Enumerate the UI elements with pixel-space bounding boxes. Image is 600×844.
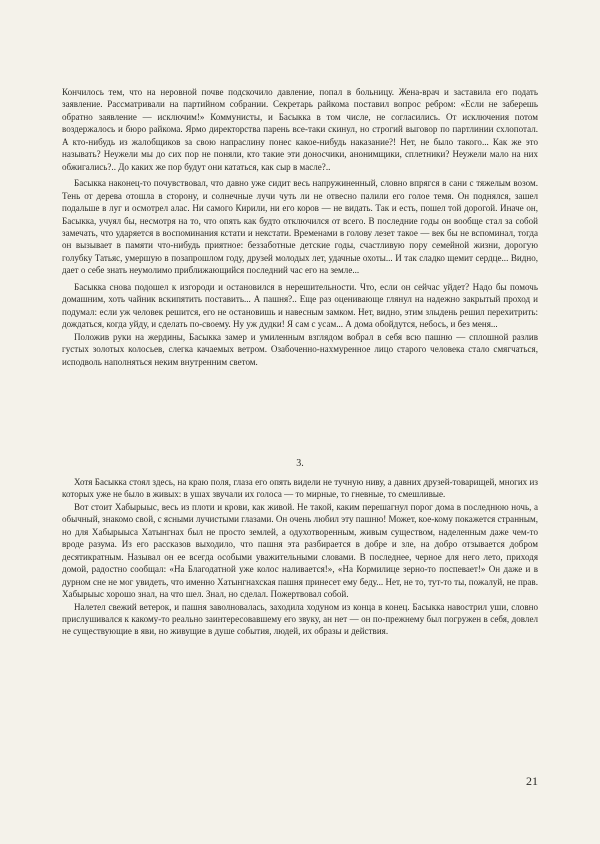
paragraph: Налетел свежий ветерок, и пашня заволновалась, заходила ходуном из конца в конец. Басыкка навострил уши, словно прислушивался к какому-то реально заинтересовавшему его звуку, ан нет — он по-прежнему был погружен в себя, довлел не существующие в яви, но живущие в душе события, людей, их образы и действия. — [62, 601, 538, 637]
paragraph: Басыкка наконец-то почувствовал, что давно уже сидит весь напружиненный, словно впрягся в сани с тяжелым возом. Тень от дерева отошла в сторону, и солнечные лучи чуть ли не отвесно палили его голое темя. Он поднялся, зашел подальше в луг и осмотрел алас. Ни самого Кирили, ни его коров — не видать. Так и есть, пошел той дорогой. Иначе он, Басыкка, учуял бы, несмотря на то, что опять как будто отключился от всего. В последние годы он вообще стал за собой замечать, что ударяется в воспоминания кстати и некстати. Временами в голову лезет такое — век бы не вспоминал, тогда он вызывает в памяти что-нибудь приятное: беззаботные детские годы, счастливую пору семейной жизни, дорогую голубку Татьяс, умершую в позапрошлом году, друзей молодых лет, удачные охоты... И так сладко щемит сердце... Видно, дает о себе знать неумолимо приближающийся последний час его на земле... — [62, 178, 538, 276]
section-number: 3. — [296, 458, 304, 469]
paragraph: Хотя Басыкка стоял здесь, на краю поля, глаза его опять видели не тучную ниву, а давних друзей-товарищей, многих из которых уже не было в живых: в ушах звучали их голоса — то мирные, то гневные, то смешливые. — [62, 477, 538, 500]
page-body — [62, 86, 538, 637]
paragraph: Кончилось тем, что на неровной почве подскочило давление, попал в больницу. Жена-врач и заставила его подать заявление. Рассматривали на партийном собрании. Секретарь райкома поставил вопрос ребром: «Если не заберешь обратно заявление — исключим!» Коммунисты, и Басыкка в том числе, не согласились. От исключения потом воздержалось и бюро райкома. Ярмо директорства парень все-таки скинул, но строгий выговор по партлинии схлопотал. А кто-нибудь из жалобщиков за свою напраслину понес какое-нибудь наказание?! Нет, не было такого... Как же это называть? Неужели мы до сих пор не поняли, кто такие эти доносчики, анонимщики, сплетники? Неужели мало на них обжигались?.. До каких же пор будут они кататься, как сыр в масле?.. — [62, 87, 538, 172]
section-two — [62, 476, 538, 638]
paragraph: Басыкка снова подошел к изгороди и остановился в нерешительности. Что, если он сейчас уйдет? Надо бы помочь домашним, хоть чайник вскипятить поставить... А пашня?.. Еще раз оценивающе глянул на надежно закрытый проход и подумал: если уж человек решится, его не остановишь и навесным замком. Нет, видно, этим злыдень решил перехитрить: дождаться, когда уйду, и сделать по-своему. Ну уж дудки! Я сам с усам... А дома обойдутся, небось, и без меня... — [62, 281, 538, 330]
paragraph: Положив руки на жердины, Басыкка замер и умиленным взглядом вобрал в себя всю пашню — сплошной разлив густых золотых колосьев, слегка качаемых ветром. Озабоченно-нахмуренное лицо старого человека стало смягчаться, исподволь наполняться неким внутренним светом. — [62, 331, 538, 367]
page-number: 21 — [526, 774, 538, 788]
paragraph: Вот стоит Хабырыыс, весь из плоти и крови, как живой. Не такой, каким перешагнул порог дома в последнюю ночь, а обычный, знакомо свой, с ясными лучистыми глазами. Он очень любил эту пашню! Может, кое-кому покажется странным, но для Хабырыыса Хатынгнах был не просто землей, а одухотворенным, живым существом, наделенным даже чем-то вроде разума. Из его рассказов выходило, что пашня эта разбирается в добре и зле, на добро отзывается добром десятикратным. Называл он ее всегда особыми уважительными словами. В последнее, черное для него лето, приходя домой, радостно сообщал: «На Благодатной уже колос наливается!», «На Кормилице зерно-то поспевает!» Он даже и в дурном сне не мог увидеть, что именно Хатынгнахская пашня принесет ему беду... Нет, не то, тут-то ты, пожалуй, не прав. Хабырыыс хорошо знал, на что шел. Знал, но сделал. Пожертвовал собой. — [62, 501, 538, 600]
section-one — [62, 86, 538, 368]
